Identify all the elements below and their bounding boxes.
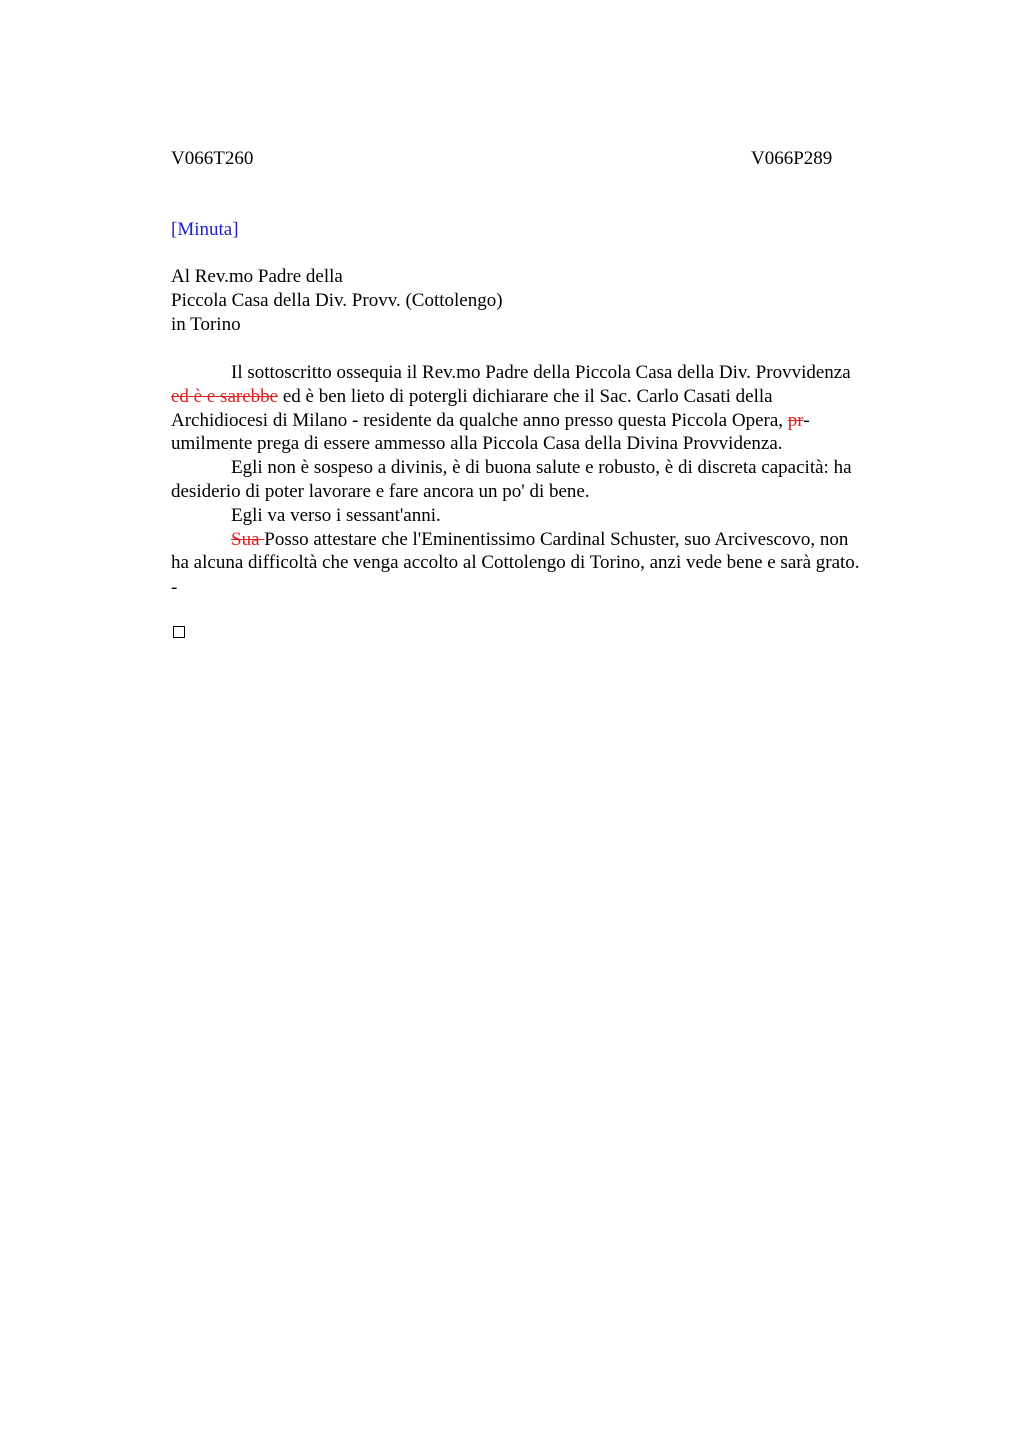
address-block — [171, 265, 503, 337]
paragraph-4-line-2: ha alcuna difficoltà che venga accolto al Cottolengo di Torino, anzi vede bene e sarà grato. — [171, 552, 860, 574]
deleted-text: pr — [787, 409, 804, 431]
paragraph-2-line-1 — [171, 456, 931, 480]
paragraph-2-line-2: desiderio di poter lavorare e fare ancora un po' di bene. — [171, 480, 590, 502]
paragraph-3-text-1: Egli va verso i sessant'anni. — [231, 504, 441, 526]
paragraph-1-line-4: umilmente prega di essere ammesso alla Piccola Casa della Divina Provvidenza. — [171, 433, 783, 455]
paragraph-3-line-1 — [171, 504, 931, 528]
letter-body — [171, 361, 931, 575]
paragraph-4-text-1: Posso attestare che l'Eminentissimo Cardinal Schuster, suo Arcivescovo, non — [264, 528, 849, 550]
paragraph-1-text-2: ed è ben lieto di potergli dichiarare che il Sac. Carlo Casati della — [278, 385, 773, 407]
address-line-2: Piccola Casa della Div. Provv. (Cottolengo) — [171, 290, 503, 311]
paragraph-1-line-1 — [171, 361, 931, 385]
address-line-1: Al Rev.mo Padre della — [171, 266, 343, 287]
deleted-text: Sua — [231, 528, 265, 550]
address-line-3: in Torino — [171, 314, 241, 335]
paragraph-2-text-1: Egli non è sospeso a divinis, è di buona salute e robusto, è di discreta capacità: ha — [231, 457, 852, 479]
reference-code-left: V066T260 — [171, 148, 254, 169]
checkbox-square-icon — [173, 626, 185, 638]
hyphen: - — [803, 409, 810, 431]
paragraph-1-text-3: Archidiocesi di Milano - residente da qualche anno presso questa Piccola Opera, — [171, 409, 788, 431]
trailing-dash: - — [171, 577, 178, 598]
minuta-label: [Minuta] — [171, 219, 239, 240]
paragraph-1-line-3 — [171, 409, 931, 433]
reference-code-right: V066P289 — [751, 148, 833, 169]
paragraph-4-line-1 — [171, 528, 931, 552]
paragraph-1-line-2 — [171, 385, 931, 409]
paragraph-1-text-1: Il sottoscritto ossequia il Rev.mo Padre della Piccola Casa della Div. Provvidenza — [231, 362, 851, 383]
deleted-text: ed è e sarebbe — [171, 385, 279, 407]
